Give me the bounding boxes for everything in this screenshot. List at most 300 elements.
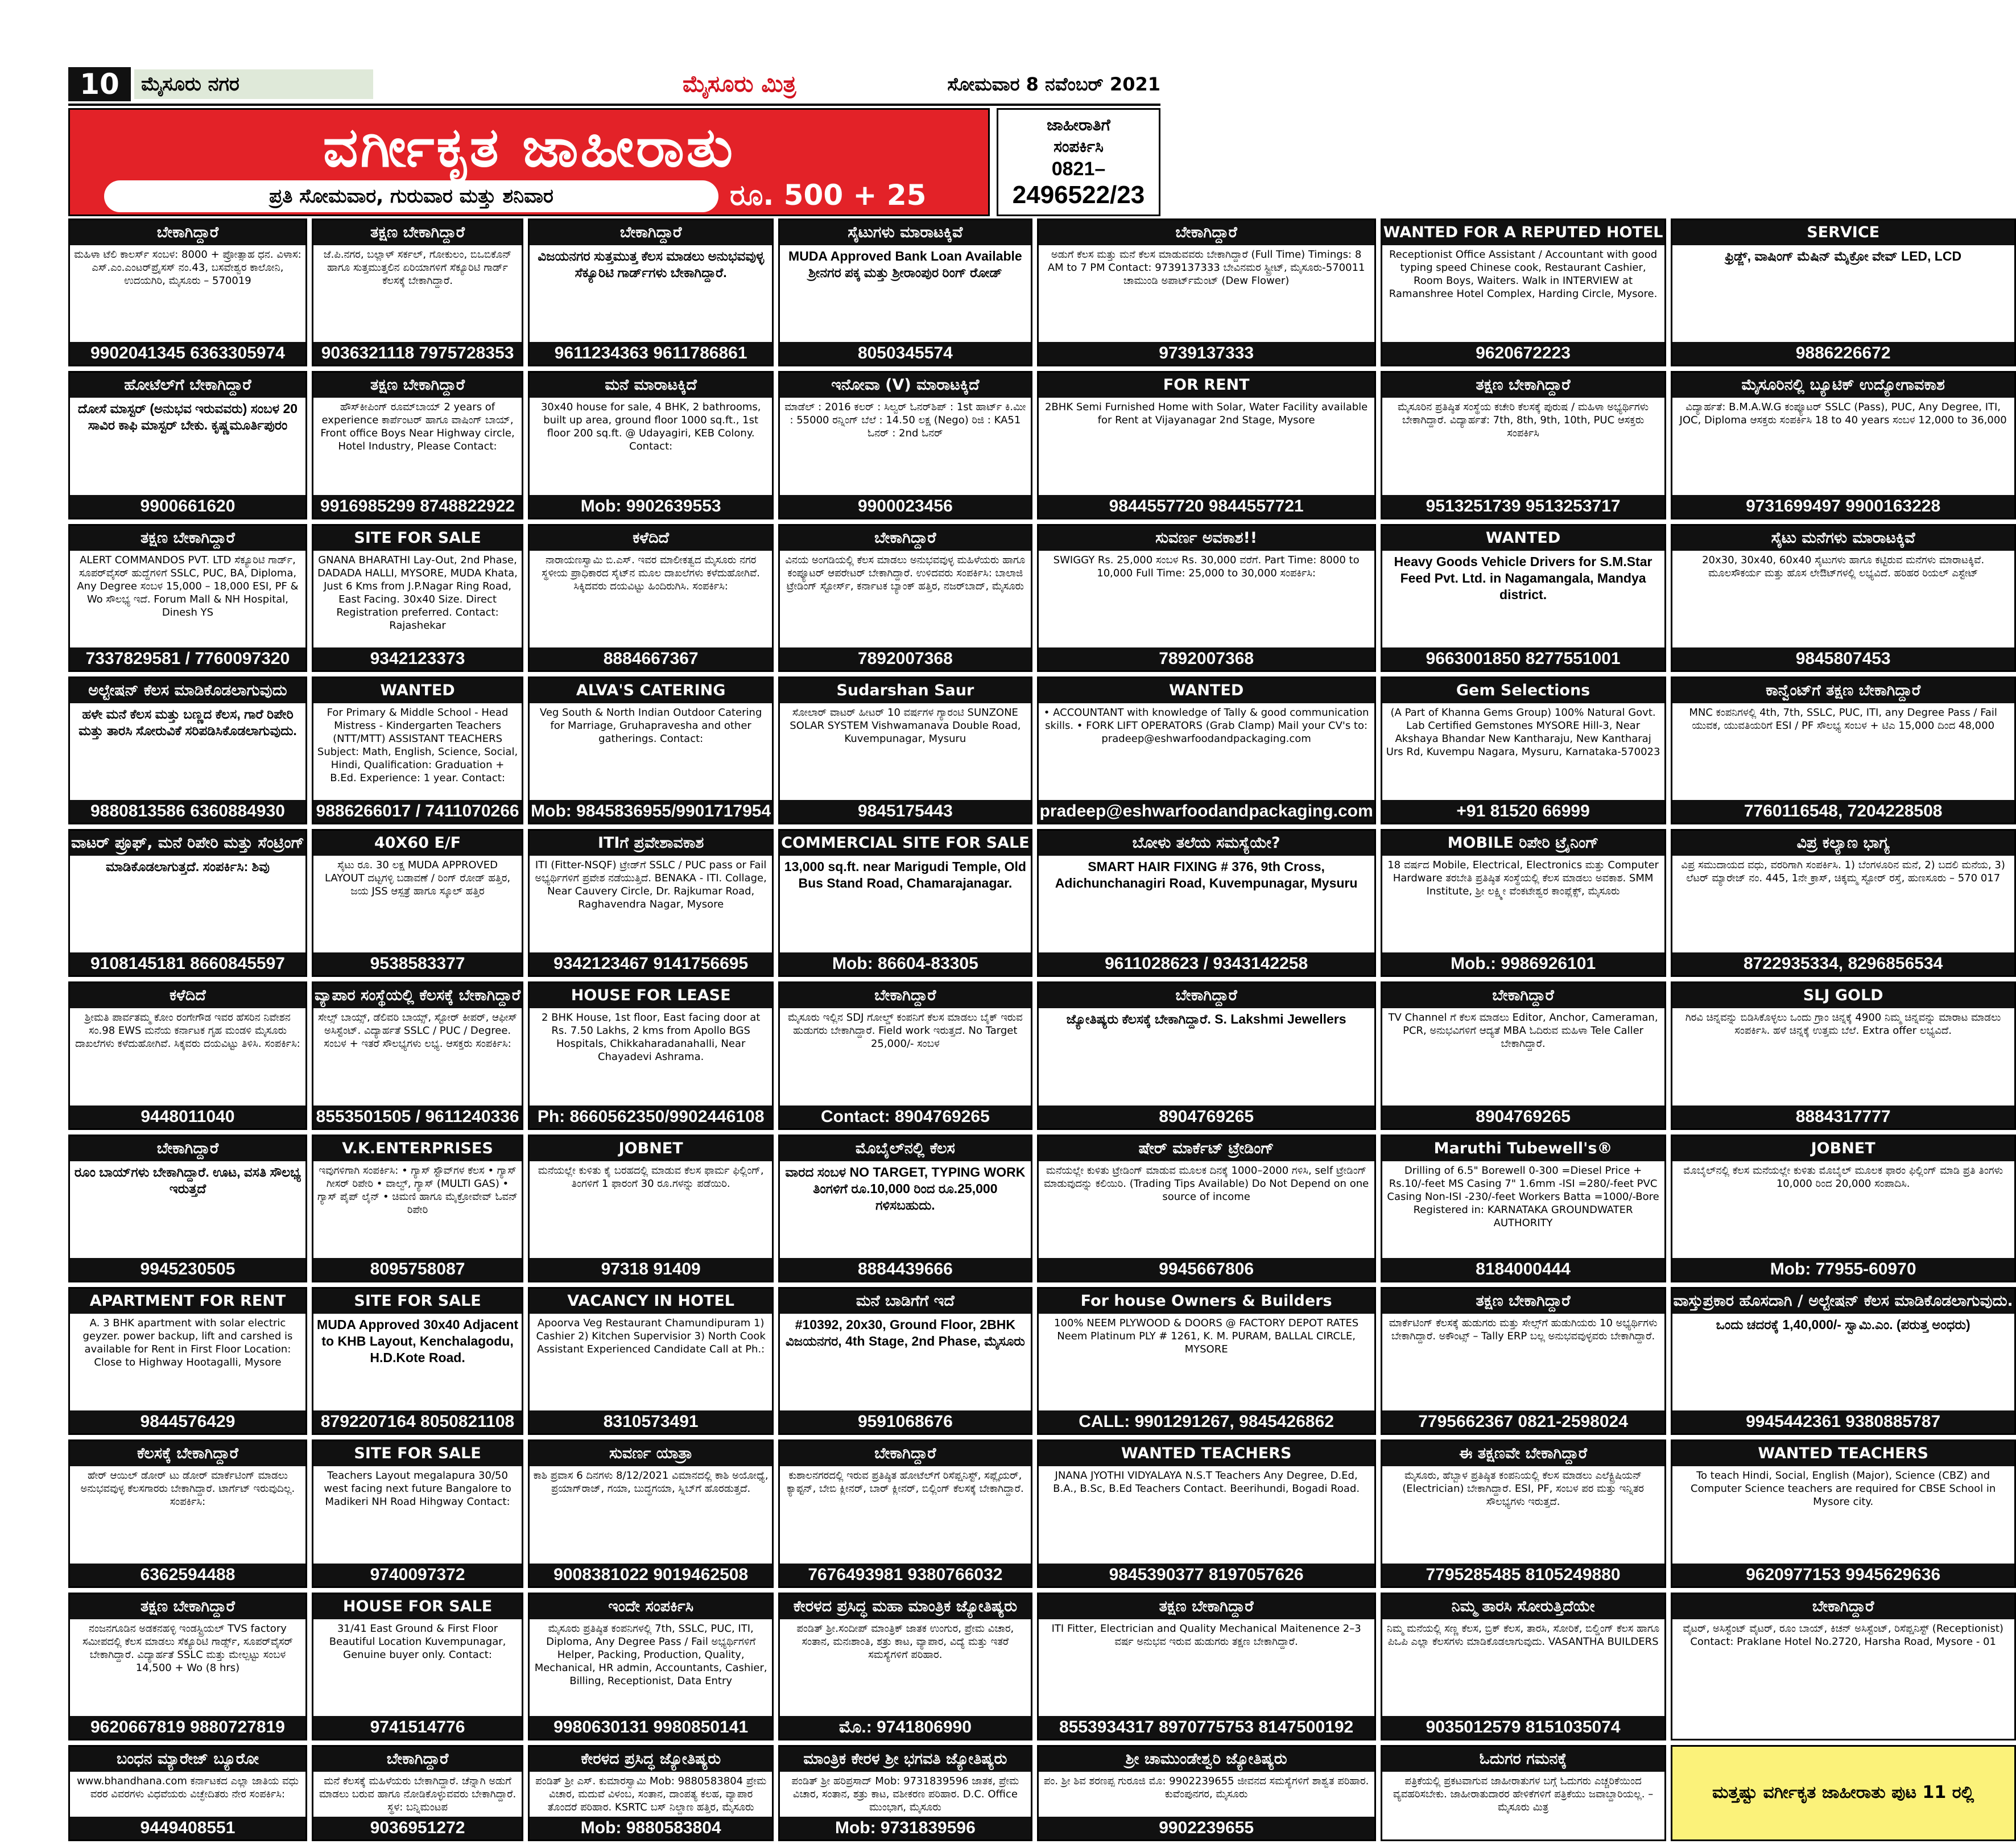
- classified-ad: [1671, 676, 2016, 824]
- ad-body: 100% NEEM PLYWOOD & DOORS @ FACTORY DEPOT RATES Neem Platinum PLY # 1261, K. M. PURAM, BALLAL CIRCLE, MYSORE: [1054, 1317, 1359, 1356]
- ad-heading: ALVA'S CATERING: [530, 678, 772, 703]
- classified-ad: [528, 1439, 774, 1587]
- ad-phone: CALL: 9901291267, 9845426862: [1039, 1410, 1374, 1433]
- classified-ad: [68, 218, 307, 366]
- ad-body: www.bhandhana.com ಕರ್ನಾಟಕದ ಎಲ್ಲಾ ಜಾತಿಯ ವಧು ವರರ ವಿವರಗಳು ವಿಧವೆಯರು ವಿಚ್ಛೇದಿತರು ನೇರ ಸಂಪರ್ಕಿಸಿ:: [76, 1775, 299, 1800]
- classified-ad: [528, 676, 774, 824]
- ad-body: (A Part of Khanna Gems Group) 100% Natural Govt. Lab Certified Gemstones MYSORE Hill-3, Near Akshaya Bhandar New Kantharaju, New Kantharaj Urs Rd, Kuvempu Nagara, Mysuru, Karnataka-570023: [1386, 706, 1660, 758]
- ad-body: 20x30, 30x40, 60x40 ಸೈಟುಗಳು ಹಾಗೂ ಕಟ್ಟಿರುವ ಮನೆಗಳು ಮಾರಾಟಕ್ಕಿವೆ. ಮೂಲಸೌಕರ್ಯ ಮತ್ತು ಹೊಸ ಲೇಔಟ್‌ಗಳಲ್ಲಿ ಲಭ್ಯವಿದೆ. ಹರಿಹರ ರಿಯಲ್ ಎಸ್ಟೇಟ್: [1702, 554, 1985, 579]
- classified-ad: [528, 1593, 774, 1740]
- ad-phone: 8792207164 8050821108: [313, 1410, 522, 1433]
- ad-body: ಹೇರ್ ಆಯಿಲ್ ಡೋರ್ ಟು ಡೋರ್ ಮಾರ್ಕೆಟಿಂಗ್ ಮಾಡಲು ಅನುಭವವುಳ್ಳ ಕೆಲಸಗಾರರು ಬೇಕಾಗಿದ್ದಾರೆ. ಟಾರ್ಗೆಟ್ ಇರುವುದಿಲ್ಲ. ಸಂಪರ್ಕಿಸಿ:: [80, 1470, 295, 1508]
- ad-phone: 8095758087: [313, 1258, 522, 1281]
- ad-heading: ಓದುಗರ ಗಮನಕ್ಕೆ: [1382, 1747, 1664, 1772]
- ad-heading: ವಿಪ್ರ ಕಲ್ಯಾಣ ಭಾಗ್ಯ: [1672, 831, 2014, 856]
- ad-heading: ಬೇಕಾಗಿದ್ದಾರೆ: [530, 220, 772, 245]
- classified-ad: [312, 829, 523, 977]
- ad-phone: 9845175443: [780, 800, 1030, 823]
- ad-body: ಮಹಿಳಾ ಟೆಲಿ ಕಾಲರ್ಸ್ ಸಂಬಳ: 8000 + ಪ್ರೋತ್ಸಾಹ ಧನ. ವಿಳಾಸ: ಎಸ್.ಎಂ.ಎಂಟರ್‌ಪ್ರೈಸಸ್ ನಂ.43, ಬಸವೇಶ್ವರ ಕಾಲೋನಿ, ಉದಯಗಿರಿ, ಮೈಸೂರು – 570019: [74, 249, 301, 287]
- ad-body: ವಿನಯ ಅಂಗಡಿಯಲ್ಲಿ ಕೆಲಸ ಮಾಡಲು ಅನುಭವವುಳ್ಳ ಮಹಿಳೆಯರು ಹಾಗೂ ಕಂಪ್ಯೂಟರ್ ಆಪರೇಟರ್ ಬೇಕಾಗಿದ್ದಾರೆ. ಉಳಿದವರು ಸಂಪರ್ಕಿಸಿ: ಬಾಲಾಜಿ ಟ್ರೇಡಿಂಗ್ ಸ್ಟೋರ್ಸ್, ಕರ್ನಾಟಕ ಬ್ಯಾಂಕ್ ಹತ್ತಿರ, ನಜರ್‌ಬಾದ್, ಮೈಸೂರು: [785, 554, 1026, 592]
- ad-phone: 9845807453: [1672, 647, 2014, 670]
- ad-body: ವಿದ್ಯಾರ್ಹತೆ: B.M.A.W.G ಕಂಪ್ಯೂಟರ್ SSLC (Pass), PUC, Any Degree, ITI, JOC, Diploma ಆಸಕ್ತರು ಸಂಪರ್ಕಿಸಿ 18 to 40 years ಸಂಬಳ 12,000 to 36,000: [1679, 401, 2007, 427]
- ad-heading: ವಾಸ್ತುಪ್ರಕಾರ ಹೊಸದಾಗಿ / ಅಲ್ಟೇಷನ್ ಕೆಲಸ ಮಾಡಿಕೊಡಲಾಗುವುದು.: [1672, 1289, 2014, 1314]
- section-label: ಮೈಸೂರು ನಗರ: [134, 69, 373, 99]
- ad-phone: 9900661620: [70, 495, 305, 518]
- ad-body: Apoorva Veg Restaurant Chamundipuram 1) Cashier 2) Kitchen Supervisior 3) North Cook Assistant Experienced Candidate Call at Ph.:: [536, 1317, 766, 1356]
- ad-body: ಮೈಸೂರಿನ ಪ್ರತಿಷ್ಠಿತ ಸಂಸ್ಥೆಯ ಕಚೇರಿ ಕೆಲಸಕ್ಕೆ ಪುರುಷ / ಮಹಿಳಾ ಅಭ್ಯರ್ಥಿಗಳು ಬೇಕಾಗಿದ್ದಾರೆ. ವಿದ್ಯಾರ್ಹತೆ: 7th, 8th, 9th, 10th, PUC ಆಸಕ್ತರು ಸಂಪರ್ಕಿಸಿ: [1398, 401, 1649, 440]
- ad-body: JNANA JYOTHI VIDYALAYA N.S.T Teachers Any Degree, D.Ed, B.A., B.Sc, B.Ed Teachers Contact. Beerihundi, Bogadi Road.: [1053, 1470, 1360, 1495]
- classified-ad: [1671, 218, 2016, 366]
- ad-heading: WANTED FOR A REPUTED HOTEL: [1382, 220, 1664, 245]
- ad-body: ಮೊಬೈಲ್‌ನಲ್ಲಿ ಕೆಲಸ ಮನೆಯಲ್ಲೇ ಕುಳಿತು ಮೊಬೈಲ್ ಮೂಲಕ ಫಾರಂ ಫಿಲ್ಲಿಂಗ್ ಮಾಡಿ ಪ್ರತಿ ತಿಂಗಳು 10,000 ರಿಂದ 20,000 ಸಂಪಾದಿಸಿ.: [1683, 1164, 2003, 1190]
- ad-heading: ಷೇರ್ ಮಾರ್ಕೆಟ್ ಟ್ರೇಡಿಂಗ್: [1039, 1136, 1374, 1161]
- classified-ad: [1037, 1439, 1376, 1587]
- ad-heading: ತಕ್ಷಣ ಬೇಕಾಗಿದ್ದಾರೆ: [1039, 1594, 1374, 1619]
- ad-phone: 9663001850 8277551001: [1382, 647, 1664, 670]
- ad-body: ರೂಂ ಬಾಯ್‌ಗಳು ಬೇಕಾಗಿದ್ದಾರೆ. ಊಟ, ವಸತಿ ಸೌಲಭ್ಯ ಇರುತ್ತದೆ: [74, 1164, 301, 1196]
- ad-heading: ಕೇರಳದ ಪ್ರಸಿದ್ಧ ಮಹಾ ಮಾಂತ್ರಿಕ ಜ್ಯೋತಿಷ್ಯರು: [780, 1594, 1030, 1619]
- classified-ad: [312, 1439, 523, 1587]
- classified-ad: [1381, 1593, 1666, 1740]
- classified-ad: [312, 1287, 523, 1435]
- ad-phone: Mob: 86604-83305: [780, 952, 1030, 975]
- ad-heading: ವಾಟರ್ ಪ್ರೂಫ್, ಮನೆ ರಿಪೇರಿ ಮತ್ತು ಸೆಂಟ್ರಿಂಗ್: [70, 831, 305, 856]
- ad-heading: ಬೇಕಾಗಿದ್ದಾರೆ: [70, 1136, 305, 1161]
- ad-heading: ಬೇಕಾಗಿದ್ದಾರೆ: [313, 1747, 522, 1772]
- classified-ad: [312, 524, 523, 672]
- ad-heading: ಬೋಳು ತಲೆಯ ಸಮಸ್ಯೆಯೇ?: [1039, 831, 1374, 856]
- ad-phone: 9620667819 9880727819: [70, 1716, 305, 1739]
- classified-ad: [312, 218, 523, 366]
- classified-ad: [1037, 1593, 1376, 1740]
- classified-ad: [68, 371, 307, 519]
- ad-phone: 9845390377 8197057626: [1039, 1564, 1374, 1586]
- classified-ad: [528, 1745, 774, 1841]
- ad-phone: 6362594488: [70, 1564, 305, 1586]
- ad-body: Receptionist Office Assistant / Accountant with good typing speed Chinese cook, Restaurant Cashier, Room Boys, Waiters. Walk in INTERVIEW at Ramanshree Hotel Complex, Harding Circle, Mysore.: [1389, 249, 1658, 300]
- ad-body: ಪತ್ರಿಕೆಯಲ್ಲಿ ಪ್ರಕಟವಾಗುವ ಜಾಹೀರಾತುಗಳ ಬಗ್ಗೆ ಓದುಗರು ಎಚ್ಚರಿಕೆಯಿಂದ ವ್ಯವಹರಿಸಬೇಕು. ಜಾಹೀರಾತುದಾರರ ಹೇಳಿಕೆಗಳಿಗೆ ಪತ್ರಿಕೆಯು ಜವಾಬ್ದಾರಿಯಲ್ಲ. – ಮೈಸೂರು ಮಿತ್ರ: [1393, 1775, 1654, 1813]
- ad-heading: ಮನೆ ಬಾಡಿಗೆಗೆ ಇದೆ: [780, 1289, 1030, 1314]
- ad-body: ಮೈಸೂರು ಇಲ್ಲಿನ SDJ ಗೋಲ್ಡ್ ಕಂಪನಿಗೆ ಕೆಲಸ ಮಾಡಲು ಬೈಕ್ ಇರುವ ಹುಡುಗರು ಬೇಕಾಗಿದ್ದಾರೆ. Field work ಇರುತ್ತದೆ. No Target 25,000/- ಸಂಬಳ: [788, 1012, 1023, 1050]
- ad-heading: ಹೋಟೆಲ್‌ಗೆ ಬೇಕಾಗಿದ್ದಾರೆ: [70, 373, 305, 398]
- ad-body: ಜೆ.ಪಿ.ನಗರ, ಬಲ್ಲಾಳ್ ಸರ್ಕಲ್, ಗೋಕುಲಂ, ಬಿಒಬಿಕೊನ್ ಹಾಗೂ ಸುತ್ತಮುತ್ತಲಿನ ಏರಿಯಾಗಳಿಗೆ ಸೆಕ್ಯೂರಿಟಿ ಗಾರ್ಡ್ ಕೆಲಸಕ್ಕೆ ಬೇಕಾಗಿದ್ದಾರೆ.: [323, 249, 512, 287]
- dateline: ಸೋಮವಾರ 8 ನವೆಂಬರ್ 2021: [947, 73, 1160, 95]
- ad-body: ವೈಟರ್, ಅಸಿಸ್ಟೆಂಟ್ ವೈಟರ್, ರೂಂ ಬಾಯ್, ಕಿಚನ್ ಅಸಿಸ್ಟೆಂಟ್, ರಿಸೆಪ್ಷನಿಸ್ಟ್ (Receptionist) Contact: Praklane Hotel No.2720, Harsha Road, Mysore - 01: [1683, 1622, 2003, 1648]
- ad-heading: ತಕ್ಷಣ ಬೇಕಾಗಿದ್ದಾರೆ: [70, 526, 305, 551]
- ad-heading: ಬೇಕಾಗಿದ್ದಾರೆ: [780, 1441, 1030, 1466]
- classified-ad: [1671, 981, 2016, 1129]
- ad-phone: 8884439666: [780, 1258, 1030, 1281]
- ad-body: ಕುಶಾಲನಗರದಲ್ಲಿ ಇರುವ ಪ್ರತಿಷ್ಠಿತ ಹೋಟೆಲ್‌ಗೆ ರಿಸೆಪ್ಷನಿಸ್ಟ್, ಸಪ್ಲೈಯರ್, ಕ್ಯಾಪ್ಟನ್, ಬೇಬಿ ಕ್ಲೀನರ್, ಬಾರ್ ಕ್ಲೀನರ್, ಬಿಲ್ಲಿಂಗ್ ಕೆಲಸಕ್ಕೆ ಬೇಕಾಗಿದ್ದಾರೆ.: [787, 1470, 1024, 1495]
- ad-body: ಮತ್ತಷ್ಟು ವರ್ಗೀಕೃತ ಜಾಹೀರಾತು ಪುಟ 11 ರಲ್ಲಿ: [1712, 1783, 1974, 1803]
- ad-heading: SITE FOR SALE: [313, 1441, 522, 1466]
- ad-body: ಸೈಟು ರೂ. 30 ಲಕ್ಷ MUDA APPROVED LAYOUT ದಟ್ಟಗಳ್ಳಿ ಬಡಾವಣೆ / ರಿಂಗ್ ರೋಡ್ ಹತ್ತಿರ, ಜಯ JSS ಆಸ್ಪತ್ರೆ ಹಾಗೂ ಸ್ಕೂಲ್ ಹತ್ತಿರ: [324, 859, 511, 898]
- ad-heading: Sudarshan Saur: [780, 678, 1030, 703]
- banner-contact-box: [997, 108, 1160, 216]
- ad-heading: ವ್ಯಾಪಾರ ಸಂಸ್ಥೆಯಲ್ಲಿ ಕೆಲಸಕ್ಕೆ ಬೇಕಾಗಿದ್ದಾರೆ: [313, 983, 522, 1008]
- ad-phone: 9731699497 9900163228: [1672, 495, 2014, 518]
- ads-grid: [68, 218, 2013, 1841]
- ad-body: Teachers Layout megalapura 30/50 west facing next future Bangalore to Madikeri NH Road Hihgway Contact:: [324, 1470, 511, 1508]
- classifieds-banner: [68, 108, 990, 216]
- classified-ad: [1381, 524, 1666, 672]
- ad-phone: 9035012579 8151035074: [1382, 1716, 1664, 1739]
- ad-heading: HOUSE FOR SALE: [313, 1594, 522, 1619]
- ad-body: ಮನೆ ಕೆಲಸಕ್ಕೆ ಮಹಿಳೆಯರು ಬೇಕಾಗಿದ್ದಾರೆ. ಚೆನ್ನಾಗಿ ಅಡುಗೆ ಮಾಡಲು ಬರುವ ಹಾಗೂ ನೋಡಿಕೊಳ್ಳುವವರು ಬೇಕಾಗಿದ್ದಾರೆ. ಸ್ಥಳ: ಬನ್ನಿಮಂಟಪ: [319, 1775, 517, 1813]
- ad-phone: 9449408551: [70, 1817, 305, 1839]
- ad-body: ನಿಮ್ಮ ಮನೆಯಲ್ಲಿ ಸಣ್ಣ ಕೆಲಸ, ಬ್ರಿಕ್ ಕೆಲಸ, ತಾರಸಿ, ಸೋರಿಕೆ, ಬಿಲ್ಡಿಂಗ್ ಕೆಲಸ ಹಾಗೂ ಪಿಒಪಿ ಎಲ್ಲಾ ಕೆಲಸಗಳು ಮಾಡಿಕೊಡಲಾಗುವುದು. VASANTHA BUILDERS: [1386, 1622, 1660, 1648]
- classified-ad: [1671, 371, 2016, 519]
- ad-heading: HOUSE FOR LEASE: [530, 983, 772, 1008]
- ad-phone: 9740097372: [313, 1564, 522, 1586]
- ad-body: ಅಡುಗೆ ಕೆಲಸ ಮತ್ತು ಮನೆ ಕೆಲಸ ಮಾಡುವವರು ಬೇಕಾಗಿದ್ದಾರೆ (Full Time) Timings: 8 AM to 7 PM Contact: 9739137333 ಬೇವಿನಮರ ಸ್ಟ್ರೀಟ್, ಮೈಸೂರು-570011 ಚಾಮುಂಡಿ ಅಪಾರ್ಟ್‌ಮೆಂಟ್ (Dew Flower): [1047, 249, 1365, 287]
- classified-ad: [528, 524, 774, 672]
- ad-phone: 9620672223: [1382, 342, 1664, 365]
- ad-phone: 8310573491: [530, 1410, 772, 1433]
- ad-phone: 9741514776: [313, 1716, 522, 1739]
- ad-phone: Mob: 77955-60970: [1672, 1258, 2014, 1281]
- ad-phone: 8884667367: [530, 647, 772, 670]
- ad-heading: APARTMENT FOR RENT: [70, 1289, 305, 1314]
- ad-heading: ಸೈಟು ಮನೆಗಳು ಮಾರಾಟಕ್ಕಿವೆ: [1672, 526, 2014, 551]
- ad-body: ಮನೆಯಲ್ಲೇ ಕುಳಿತು ಟ್ರೇಡಿಂಗ್ ಮಾಡುವ ಮೂಲಕ ದಿನಕ್ಕೆ 1000–2000 ಗಳಿಸಿ, self ಟ್ರೇಡಿಂಗ್ ಮಾಡುವುದನ್ನು ಕಲಿಯಿರಿ. (Trading Tips Available) Do Not Depend on one source of income: [1044, 1164, 1369, 1203]
- classified-ad: [528, 371, 774, 519]
- ad-body: ಹೌಸ್‌ಕೀಪಿಂಗ್ ರೂಮ್‌ಬಾಯ್ 2 years of experience ಕಾರ್ಪೆಂಟರ್ ಹಾಗೂ ವಾಷಿಂಗ್ ಬಾಯ್, Front office Boys Near Highway circle, Hotel Industry, Please Contact:: [320, 401, 515, 453]
- ad-body: ಫ್ರಿಡ್ಜ್, ವಾಷಿಂಗ್ ಮೆಷಿನ್ ಮೈಕ್ರೋ ವೇವ್ LED, LCD: [1725, 249, 1962, 263]
- classified-ad: [1381, 371, 1666, 519]
- ad-heading: ಕೆಲಸಕ್ಕೆ ಬೇಕಾಗಿದ್ದಾರೆ: [70, 1441, 305, 1466]
- classified-ad: [68, 1135, 307, 1282]
- ad-body: ಮಾಡಿಕೊಡಲಾಗುತ್ತದೆ. ಸಂಪರ್ಕಿಸಿ: ಶಿವು: [105, 859, 270, 874]
- classified-ad: [1037, 829, 1376, 977]
- ad-phone: Mob: 9902639553: [530, 495, 772, 518]
- ad-heading: JOBNET: [1672, 1136, 2014, 1161]
- ad-heading: ಸುವರ್ಣ ಅವಕಾಶ!!: [1039, 526, 1374, 551]
- ad-body: 2BHK Semi Furnished Home with Solar, Water Facility available for Rent at Vijayanagar 2nd Stage, Mysore: [1044, 401, 1368, 427]
- ad-body: ITI Fitter, Electrician and Quality Mechanical Maitenence 2–3 ವರ್ಷ ಅನುಭವ ಇರುವ ಹುಡುಗರು ತಕ್ಷಣ ಬೇಕಾಗಿದ್ದಾರೆ.: [1051, 1622, 1361, 1648]
- classified-ad: [778, 1745, 1032, 1841]
- ad-heading: ಶ್ರೀ ಚಾಮುಂಡೇಶ್ವರಿ ಜ್ಯೋತಿಷ್ಯರು: [1039, 1747, 1374, 1772]
- ad-phone: 8184000444: [1382, 1258, 1664, 1281]
- ad-phone: 9916985299 8748822922: [313, 495, 522, 518]
- page-header: [68, 67, 1160, 101]
- ad-heading: ಬೇಕಾಗಿದ್ದಾರೆ: [1039, 220, 1374, 245]
- ad-heading: ಇನೋವಾ (V) ಮಾರಾಟಕ್ಕಿದೆ: [780, 373, 1030, 398]
- classified-ad: [1381, 981, 1666, 1129]
- ad-heading: COMMERCIAL SITE FOR SALE: [780, 831, 1030, 856]
- ad-phone: Ph: 8660562350/9902446108: [530, 1106, 772, 1128]
- ad-body: • ACCOUNTANT with knowledge of Tally & good communication skills. • FORK LIFT OPERATORS (Grab Clamp) Mail your CV's to: pradeep@eshwarfoodandpackaging.com: [1043, 706, 1369, 745]
- ad-heading: ತಕ್ಷಣ ಬೇಕಾಗಿದ್ದಾರೆ: [70, 1594, 305, 1619]
- ad-phone: Mob: 9845836955/9901717954: [530, 800, 772, 823]
- ad-heading: WANTED: [1382, 526, 1664, 551]
- ad-heading: 40X60 E/F: [313, 831, 522, 856]
- ad-phone: 97318 91409: [530, 1258, 772, 1281]
- classified-ad: [68, 829, 307, 977]
- ad-body: TV Channel ಗೆ ಕೆಲಸ ಮಾಡಲು Editor, Anchor, Cameraman, PCR, ಅನುಭವಿಗಳಿಗೆ ಆದ್ಯತೆ MBA ಓದಿರುವ ಮಹಿಳಾ Tele Caller ಬೇಕಾಗಿದ್ದಾರೆ.: [1388, 1012, 1658, 1050]
- classified-ad: [1037, 1745, 1376, 1841]
- ad-heading: ಮೈಸೂರಿನಲ್ಲಿ ಬ್ಯೂಟಿಕ್ ಉದ್ಯೋಗಾವಕಾಶ: [1672, 373, 2014, 398]
- contact-phone: 2496522/23: [1012, 181, 1145, 209]
- classified-ad: [778, 1135, 1032, 1282]
- classified-ad: [1381, 1439, 1666, 1587]
- ad-heading: ಇಂದೇ ಸಂಪರ್ಕಿಸಿ: [530, 1594, 772, 1619]
- ad-heading: For house Owners & Builders: [1039, 1289, 1374, 1314]
- classified-ad: [778, 829, 1032, 977]
- ad-heading: ಬೇಕಾಗಿದ್ದಾರೆ: [780, 526, 1030, 551]
- classified-ad: [778, 1593, 1032, 1740]
- ad-phone: 9844557720 9844557721: [1039, 495, 1374, 518]
- ad-body: ಪಂಡಿತ್ ಶ್ರೀ ಎಸ್. ಕುಮಾರಸ್ವಾಮಿ Mob: 9880583804 ಪ್ರೇಮ ವಿಚಾರ, ಮದುವೆ ವಿಳಂಬ, ಸಂತಾನ, ದಾಂಪತ್ಯ ಕಲಹ, ವ್ಯಾಪಾರ ತೊಂದರೆ ಪರಿಹಾರ. KSRTC ಬಸ್ ನಿಲ್ದಾಣ ಹತ್ತಿರ, ಮೈಸೂರು: [535, 1775, 767, 1813]
- ad-heading: ತಕ್ಷಣ ಬೇಕಾಗಿದ್ದಾರೆ: [1382, 373, 1664, 398]
- ad-heading: WANTED: [1039, 678, 1374, 703]
- classified-ad: [778, 218, 1032, 366]
- ad-body: To teach Hindi, Social, English (Major), Science (CBZ) and Computer Science teachers are required for CBSE School in Mysore city.: [1691, 1470, 1996, 1508]
- contact-label: ಜಾಹೀರಾತಿಗೆ: [1047, 116, 1110, 134]
- classified-ad: [68, 1745, 307, 1841]
- ad-heading: VACANCY IN HOTEL: [530, 1289, 772, 1314]
- ad-phone: 8884317777: [1672, 1106, 2014, 1128]
- ad-body: GNANA BHARATHI Lay-Out, 2nd Phase, DADADA HALLI, MYSORE, MUDA Khata, Just 6 Kms from J.P.Nagar Ring Road, East Facing. 30x40 Size. Direct Registration preferred. Contact: Rajashekar: [317, 554, 518, 632]
- ad-phone: +91 81520 66999: [1382, 800, 1664, 823]
- ad-heading: ಮೊಬೈಲ್‌ನಲ್ಲಿ ಕೆಲಸ: [780, 1136, 1030, 1161]
- ad-heading: SERVICE: [1672, 220, 2014, 245]
- ad-phone: 7795662367 0821-2598024: [1382, 1410, 1664, 1433]
- ad-body: ಸೇಲ್ಸ್ ಬಾಯ್ಸ್, ಡೆಲಿವರಿ ಬಾಯ್ಸ್, ಸ್ಟೋರ್ ಕೀಪರ್, ಆಫೀಸ್ ಅಸಿಸ್ಟೆಂಟ್. ವಿದ್ಯಾರ್ಹತೆ SSLC / PUC / Degree. ಸಂಬಳ + ಇತರೆ ಸೌಲಭ್ಯಗಳು ಲಭ್ಯ. ಆಸಕ್ತರು ಸಂಪರ್ಕಿಸಿ:: [318, 1012, 518, 1050]
- classified-ad: [778, 371, 1032, 519]
- banner-price: ರೂ. 500 + 25: [730, 179, 927, 212]
- ad-phone: 9108145181 8660845597: [70, 952, 305, 975]
- ad-body: SWIGGY Rs. 25,000 ಸಂಬಳ Rs. 30,000 ವರೆಗೆ. Part Time: 8000 to 10,000 Full Time: 25,000 to 30,000 ಸಂಪರ್ಕಿಸಿ:: [1053, 554, 1360, 579]
- ad-heading: SITE FOR SALE: [313, 526, 522, 551]
- classified-ad: [68, 524, 307, 672]
- classified-ad: [528, 981, 774, 1129]
- ad-body: Drilling of 6.5" Borewell 0-300 =Diesel Price + Rs.10/-feet MS Casing 7" 1.6mm -ISI =280/-feet PVC Casing Non-ISI -230/-feet Workers Batta =1000/-Bore Registered in: KARNATAKA GROUNDWATER AUTHORITY: [1387, 1164, 1659, 1229]
- ad-phone: 9900023456: [780, 495, 1030, 518]
- ad-phone: 9008381022 9019462508: [530, 1564, 772, 1586]
- ad-heading: WANTED: [313, 678, 522, 703]
- classified-ad: [1381, 676, 1666, 824]
- classified-ad: [1671, 1439, 2016, 1587]
- ad-body: ALERT COMMANDOS PVT. LTD ಸೆಕ್ಯೂರಿಟಿ ಗಾರ್ಡ್, ಸೂಪರ್‌ವೈಸರ್ ಹುದ್ದೆಗಳಿಗೆ SSLC, PUC, BA, Diploma, Any Degree ಸಂಬಳ 15,000 – 18,000 ESI, PF & Wo ಸೌಲಭ್ಯ ಇದೆ. Forum Mall & NH Hospital, Dinesh YS: [77, 554, 299, 618]
- banner-days: ಪ್ರತಿ ಸೋಮವಾರ, ಗುರುವಾರ ಮತ್ತು ಶನಿವಾರ: [104, 180, 718, 212]
- ad-body: ಮಾಡೆಲ್ : 2016 ಕಲರ್ : ಸಿಲ್ವರ್ ಓನರ್‌ಶಿಪ್ : 1st ಹಾರ್ಟ್ ಕಿ.ಮೀ : 55000 ರನ್ನಿಂಗ್ ಬೆಲೆ : 14.50 ಲಕ್ಷ (Nego) ರಿಜಿ : KA51 ಓನರ್ : 2nd ಓನರ್: [784, 401, 1026, 440]
- classified-ad: [312, 1135, 523, 1282]
- classified-ad: [1381, 1287, 1666, 1435]
- contact-code: 0821–: [1051, 158, 1106, 180]
- ad-heading: ತಕ್ಷಣ ಬೇಕಾಗಿದ್ದಾರೆ: [313, 373, 522, 398]
- classified-ad: [68, 1439, 307, 1587]
- ad-phone: 9980630131 9980850141: [530, 1716, 772, 1739]
- ad-phone: Mob: 9731839596: [780, 1817, 1030, 1839]
- ad-phone: 9036951272: [313, 1817, 522, 1839]
- ad-heading: Gem Selections: [1382, 678, 1664, 703]
- classified-ad: [68, 981, 307, 1129]
- ad-heading: Maruthi Tubewell's®: [1382, 1136, 1664, 1161]
- ad-body: ನಾರಾಯಣಸ್ವಾಮಿ ಬಿ.ಎಸ್. ಇವರ ಮಾಲೀಕತ್ವದ ಮೈಸೂರು ನಗರ ಸ್ಥಳೀಯ ಪ್ರಾಧಿಕಾರದ ಸೈಟ್‌ನ ಮೂಲ ದಾಖಲೆಗಳು ಕಳೆದುಹೋಗಿವೆ. ಸಿಕ್ಕಿದವರು ದಯವಿಟ್ಟು ಹಿಂದಿರುಗಿಸಿ. ಸಂಪರ್ಕಿಸಿ:: [542, 554, 761, 592]
- ad-body: ಒಂದು ಚದರಕ್ಕೆ 1,40,000/- ಸ್ವಾಮಿ.ಎಂ. (ಪರುತ್ತ ಅಂಧರು): [1716, 1317, 1970, 1333]
- ad-phone: pradeep@eshwarfoodandpackaging.com: [1039, 800, 1374, 823]
- ad-heading: JOBNET: [530, 1136, 772, 1161]
- ad-heading: ಕೇರಳದ ಪ್ರಸಿದ್ಧ ಜ್ಯೋತಿಷ್ಯರು: [530, 1747, 772, 1772]
- ad-heading: WANTED TEACHERS: [1039, 1441, 1374, 1466]
- ad-heading: ತಕ್ಷಣ ಬೇಕಾಗಿದ್ದಾರೆ: [313, 220, 522, 245]
- ad-phone: 9844576429: [70, 1410, 305, 1433]
- ad-body: 30x40 house for sale, 4 BHK, 2 bathrooms, built up area, ground floor 1000 sq.ft., 1st floor 200 sq.ft. @ Udayagiri, KEB Colony. Contact:: [540, 401, 761, 453]
- ad-phone: 9945442361 9380885787: [1672, 1410, 2014, 1433]
- ad-heading: ಕಾನ್ವೆಂಟ್‌ಗೆ ತಕ್ಷಣ ಬೇಕಾಗಿದ್ದಾರೆ: [1672, 678, 2014, 703]
- ad-heading: ಕಳೆದಿದೆ: [530, 526, 772, 551]
- classified-ad: [1037, 524, 1376, 672]
- ad-body: 18 ವರ್ಷದ Mobile, Electrical, Electronics ಮತ್ತು Computer Hardware ತರಬೇತಿ ಪ್ರತಿಷ್ಠಿತ ಸಂಸ್ಥೆಯಲ್ಲಿ ಕೆಲಸ ಮಾಡಲು ಅವಕಾಶ. SMM Institute, ಶ್ರೀ ಲಕ್ಷ್ಮೀ ವೆಂಕಟೇಶ್ವರ ಕಾಂಪ್ಲೆಕ್ಸ್, ಮೈಸೂರು: [1387, 859, 1659, 898]
- masthead-logo: ಮೈಸೂರು ಮಿತ್ರ: [683, 71, 796, 97]
- ad-heading: ಸುವರ್ಣ ಯಾತ್ರಾ: [530, 1441, 772, 1466]
- ad-phone: 7676493981 9380766032: [780, 1564, 1030, 1586]
- ad-phone: 8722935334, 8296856534: [1672, 952, 2014, 975]
- ad-body: ದೋಸೆ ಮಾಸ್ಟರ್ (ಅನುಭವ ಇರುವವರು) ಸಂಬಳ 20 ಸಾವಿರ ಕಾಫಿ ಮಾಸ್ಟರ್ ಬೇಕು. ಕೃಷ್ಣಮೂರ್ತಿಪುರಂ: [77, 401, 298, 433]
- classified-ad: [778, 676, 1032, 824]
- ad-body: ಪಂ. ಶ್ರೀ ಶಿವ ಶರಣಪ್ಪ ಗುರೂಜಿ ಮೊ: 9902239655 ಜೀವನದ ಸಮಸ್ಯೆಗಳಿಗೆ ಶಾಶ್ವತ ಪರಿಹಾರ. ಕುವೆಂಪುನಗರ, ಮೈಸೂರು: [1043, 1775, 1369, 1800]
- ad-heading: ನಿಮ್ಮ ತಾರಸಿ ಸೋರುತ್ತಿದೆಯೇ: [1382, 1594, 1664, 1619]
- ad-phone: 8553501505 / 9611240336: [313, 1106, 522, 1128]
- ad-phone: 9902239655: [1039, 1817, 1374, 1839]
- ad-phone: 9513251739 9513253717: [1382, 495, 1664, 518]
- classified-ad: [68, 1287, 307, 1435]
- classified-ad: [1037, 676, 1376, 824]
- classified-ad: [1037, 1135, 1376, 1282]
- ad-phone: 9880813586 6360884930: [70, 800, 305, 823]
- ad-heading: V.K.ENTERPRISES: [313, 1136, 522, 1161]
- ad-body: ಪಂಡಿತ್ ಶ್ರೀ.ಸಂದೀಪ್ ಮಾಂತ್ರಿಕ್ ಜಾತಕ ಉಂಗುರ, ಪ್ರೇಮ ವಿಚಾರ, ಸಂತಾನ, ಮನಃಶಾಂತಿ, ಶತ್ರು ಕಾಟ, ವ್ಯಾಪಾರ, ವಿದ್ಯೆ ಮತ್ತು ಇತರೆ ಸಮಸ್ಯೆಗಳಿಗೆ ಪರಿಹಾರ.: [796, 1622, 1014, 1661]
- ad-phone: 8904769265: [1382, 1106, 1664, 1128]
- classified-ad: [1037, 371, 1376, 519]
- classified-ad: [1037, 981, 1376, 1129]
- ad-body: ವಿಪ್ರ ಸಮುದಾಯದ ವಧು, ವರರಿಗಾಗಿ ಸಂಪರ್ಕಿಸಿ. 1) ಬೆಂಗಳೂರಿನ ಮನೆ, 2) ಬದಲಿ ಮನೆಯ, 3) ಲೆಟರ್ ಮ್ಯಾರೇಜ್ ನಂ. 445, 1ನೇ ಕ್ರಾಸ್, ಚಿಕ್ಕಮ್ಮ ಸ್ಟೋರ್ ರಸ್ತೆ, ಹುಣಸೂರು – 570 017: [1681, 859, 2005, 885]
- ad-heading: ಈ ತಕ್ಷಣವೇ ಬೇಕಾಗಿದ್ದಾರೆ: [1382, 1441, 1664, 1466]
- ad-body: Heavy Goods Vehicle Drivers for S.M.Star Feed Pvt. Ltd. in Nagamangala, Mandya district.: [1394, 554, 1653, 602]
- ad-body: A. 3 BHK apartment with solar electric geyzer. power backup, lift and carshed is available for Rent in First Floor Location: Close to Highway Hootagalli, Mysore: [82, 1317, 293, 1369]
- ad-heading: SITE FOR SALE: [313, 1289, 522, 1314]
- ad-heading: ಬೇಕಾಗಿದ್ದಾರೆ: [1672, 1594, 2014, 1619]
- ad-phone: 9739137333: [1039, 342, 1374, 365]
- ad-phone: 9945667806: [1039, 1258, 1374, 1281]
- ad-body: MUDA Approved Bank Loan Available ಶ್ರೀನಗರ ಪಕ್ಕ ಮತ್ತು ಶ್ರೀರಾಂಪುರ ರಿಂಗ್ ರೋಡ್: [788, 249, 1022, 280]
- ad-phone: 9611028623 / 9343142258: [1039, 952, 1374, 975]
- ad-body: For Primary & Middle School - Head Mistress - Kindergarten Teachers (NTT/MTT) ASSISTANT TEACHERS Subject: Math, English, Science, Social, Hindi, Qualification: Graduation + B.Ed. Experience: 1 year. Contact:: [317, 706, 518, 784]
- ad-body: ವಾರದ ಸಂಬಳ NO TARGET, TYPING WORK ತಿಂಗಳಿಗೆ ರೂ.10,000 ರಿಂದ ರೂ.25,000 ಗಳಿಸಬಹುದು.: [785, 1164, 1026, 1212]
- ad-body: #10392, 20x30, Ground Floor, 2BHK ವಿಜಯನಗರ, 4th Stage, 2nd Phase, ಮೈಸೂರು: [785, 1317, 1025, 1349]
- ad-heading: ಮಾಂತ್ರಿಕ ಕೇರಳ ಶ್ರೀ ಭಗವತಿ ಜ್ಯೋತಿಷ್ಯರು: [780, 1747, 1030, 1772]
- ad-heading: ITIಗೆ ಪ್ರವೇಶಾವಕಾಶ: [530, 831, 772, 856]
- classified-ad: [1037, 218, 1376, 366]
- ad-phone: 9611234363 9611786861: [530, 342, 772, 365]
- ad-body: ಇವುಗಳಿಗಾಗಿ ಸಂಪರ್ಕಿಸಿ: • ಗ್ಯಾಸ್ ಸ್ಟೌವ್‌ಗಳ ಕೆಲಸ • ಗ್ಯಾಸ್ ಗೀಸರ್ ರಿಪೇರಿ • ವಾಲ್ವ್, ಗ್ಯಾಸ್ (MULTI GAS) • ಗ್ಯಾಸ್ ಪೈಪ್ ಲೈನ್ • ಚಿಮಣಿ ಹಾಗೂ ಮೈಕ್ರೋವೇವ್ ಓವನ್ ರಿಪೇರಿ: [317, 1164, 518, 1216]
- ad-phone: Mob: 9880583804: [530, 1817, 772, 1839]
- ad-phone: 9902041345 6363305974: [70, 342, 305, 365]
- ad-body: ಜ್ಯೋತಿಷ್ಯರು ಕೆಲಸಕ್ಕೆ ಬೇಕಾಗಿದ್ದಾರೆ. S. Lakshmi Jewellers: [1066, 1012, 1346, 1027]
- ad-body: ಪಂಡಿತ್ ಶ್ರೀ ಹರಿಪ್ರಸಾದ್ Mob: 9731839596 ಜಾತಕ, ಪ್ರೇಮ ವಿಚಾರ, ಸಂತಾನ, ಶತ್ರು ಕಾಟ, ವಶೀಕರಣ ಪರಿಹಾರ. D.C. Office ಮುಂಭಾಗ, ಮೈಸೂರು: [791, 1775, 1019, 1813]
- ad-phone: 9620977153 9945629636: [1672, 1564, 2014, 1586]
- ad-body: ಮೈಸೂರು, ಹೆಬ್ಬಾಳ ಪ್ರತಿಷ್ಠಿತ ಕಂಪನಿಯಲ್ಲಿ ಕೆಲಸ ಮಾಡಲು ಎಲೆಕ್ಟ್ರಿಷಿಯನ್ (Electrician) ಬೇಕಾಗಿದ್ದಾರೆ. ESI, PF, ಸಂಬಳ ಪರ ಮತ್ತು ಇನ್ನಿತರ ಸೌಲಭ್ಯಗಳು ಇರುತ್ತದೆ.: [1402, 1470, 1644, 1508]
- ad-phone: 9591068676: [780, 1410, 1030, 1433]
- classified-ad: [312, 371, 523, 519]
- classified-ad: [528, 1135, 774, 1282]
- ad-heading: FOR RENT: [1039, 373, 1374, 398]
- ad-body: ಮನೆಯಲ್ಲೇ ಕುಳಿತು ಕೈ ಬರಹದಲ್ಲಿ ಮಾಡುವ ಕೆಲಸ ಫಾರ್ಮ ಫಿಲ್ಲಿಂಗ್, ತಿಂಗಳಿಗೆ 1 ಫಾರಂಗೆ 30 ರೂ.ಗಳನ್ನು ಪಡೆಯಿರಿ.: [538, 1164, 764, 1190]
- ad-phone: 8904769265: [1039, 1106, 1374, 1128]
- classified-ad: [312, 1593, 523, 1740]
- ad-phone: 7337829581 / 7760097320: [70, 647, 305, 670]
- ad-body: ಗಿರವಿ ಚಿನ್ನವನ್ನು ಬಿಡಿಸಿಕೊಳ್ಳಲು ಒಂದು ಗ್ರಾಂ ಚಿನ್ನಕ್ಕೆ 4900 ನಿಮ್ಮ ಚಿನ್ನವನ್ನು ಮಾರಾಟ ಮಾಡಲು ಸಂಪರ್ಕಿಸಿ. ಹಳೆ ಚಿನ್ನಕ್ಕೆ ಉತ್ತಮ ಬೆಲೆ. Extra offer ಲಭ್ಯವಿದೆ.: [1685, 1012, 2001, 1037]
- ad-body: ಮಾರ್ಕೆಟಿಂಗ್ ಕೆಲಸಕ್ಕೆ ಹುಡುಗರು ಮತ್ತು ಸೇಲ್ಸ್‌ಗೆ ಹುಡುಗಿಯರು 10 ಅಭ್ಯರ್ಥಿಗಳು ಬೇಕಾಗಿದ್ದಾರೆ. ಅಕೌಂಟ್ಸ್ – Tally ERP ಬಲ್ಲ ಅನುಭವವುಳ್ಳವರು ಬೇಕಾಗಿದ್ದಾರೆ.: [1389, 1317, 1658, 1343]
- ad-phone: 7795285485 8105249880: [1382, 1564, 1664, 1586]
- ad-body: ಸೋಲಾರ್ ವಾಟರ್ ಹೀಟರ್ 10 ವರ್ಷಗಳ ಗ್ಯಾರಂಟಿ SUNZONE SOLAR SYSTEM Vishwamanava Double Road, Kuvempunagar, Mysuru: [790, 706, 1021, 745]
- ad-body: ಶ್ರೀಮತಿ ಪಾರ್ವತಮ್ಮ ಕೋಂ ರಂಗೇಗೌಡ ಇವರ ಹೆಸರಿನ ನಿವೇಶನ ಸಂ.98 EWS ಮನೆಯ ಕರ್ನಾಟಕ ಗೃಹ ಮಂಡಳಿ ಮೈಸೂರು ದಾಖಲೆಗಳು ಕಳೆದುಹೋಗಿವೆ. ಸಿಕ್ಕವರು ದಯವಿಟ್ಟು ತಿಳಿಸಿ. ಸಂಪರ್ಕಿಸಿ:: [75, 1012, 300, 1050]
- classified-ad: [1671, 829, 2016, 977]
- ad-body: MNC ಕಂಪನಿಗಳಲ್ಲಿ 4th, 7th, SSLC, PUC, ITI, any Degree Pass / Fail ಯುವಕ, ಯುವತಿಯರಿಗೆ ESI / PF ಸೌಲಭ್ಯ ಸಂಬಳ + ಟಿಎ 15,000 ದಿಂದ 48,000: [1689, 706, 1997, 732]
- ad-heading: ಅಲ್ಟೇಷನ್ ಕೆಲಸ ಮಾಡಿಕೊಡಲಾಗುವುದು: [70, 678, 305, 703]
- ad-body: MUDA Approved 30x40 Adjacent to KHB Layout, Kenchalagodu, H.D.Kote Road.: [317, 1317, 519, 1366]
- ad-heading: ಬೇಕಾಗಿದ್ದಾರೆ: [1039, 983, 1374, 1008]
- classified-ad: [1381, 1745, 1666, 1841]
- ad-phone: Contact: 8904769265: [780, 1106, 1030, 1128]
- classified-ad: [1671, 1593, 2016, 1740]
- ad-phone: 9886266017 / 7411070266: [313, 800, 522, 823]
- ad-body: ನಂಜನಗೂಡಿನ ಅಡಕನಹಳ್ಳಿ ಇಂಡಸ್ಟ್ರಿಯಲ್ TVS factory ಸಮೀಪದಲ್ಲಿ ಕೆಲಸ ಮಾಡಲು ಸೆಕ್ಯೂರಿಟಿ ಗಾರ್ಡ್ಸ್, ಸೂಪರ್‌ವೈಸರ್ ಬೇಕಾಗಿದ್ದಾರೆ. ವಿದ್ಯಾರ್ಹತೆ SSLC ಮತ್ತು ಮೇಲ್ಪಟ್ಟು ಸಂಬಳ 14,500 + Wo (8 hrs): [82, 1622, 293, 1674]
- ad-heading: ಬೇಕಾಗಿದ್ದಾರೆ: [70, 220, 305, 245]
- ad-heading: ಬೇಕಾಗಿದ್ದಾರೆ: [1382, 983, 1664, 1008]
- ad-phone: 9342123467 9141756695: [530, 952, 772, 975]
- classified-ad: [778, 1287, 1032, 1435]
- ad-heading: ಕಳೆದಿದೆ: [70, 983, 305, 1008]
- ad-body: 2 BHK House, 1st floor, East facing door at Rs. 7.50 Lakhs, 2 kms from Apollo BGS Hospitals, Chikkaharadanahalli, Near Chayadevi Ashrama.: [542, 1012, 761, 1063]
- classified-ad: [1381, 218, 1666, 366]
- ad-phone: 9036321118 7975728353: [313, 342, 522, 365]
- classified-ad: [778, 524, 1032, 672]
- ad-body: ಕಾಶಿ ಪ್ರವಾಸ 6 ದಿನಗಳು 8/12/2021 ವಿಮಾನದಲ್ಲಿ ಕಾಶಿ ಅಯೋಧ್ಯೆ, ಪ್ರಯಾಗ್‌ರಾಜ್, ಗಯಾ, ಬುದ್ಧಗಯಾ, ಸ್ನಿಬ್‌ಗೆ ಹೊರಡುತ್ತದೆ.: [533, 1470, 769, 1495]
- classified-ad: [1381, 829, 1666, 977]
- ad-phone: 7760116548, 7204228508: [1672, 800, 2014, 823]
- ad-phone: 7892007368: [780, 647, 1030, 670]
- ad-phone: 8050345574: [780, 342, 1030, 365]
- ad-heading: ಬೇಕಾಗಿದ್ದಾರೆ: [780, 983, 1030, 1008]
- classified-ad: [312, 676, 523, 824]
- classified-ad: [528, 218, 774, 366]
- ad-body: ವಿಜಯನಗರ ಸುತ್ತಮುತ್ತ ಕೆಲಸ ಮಾಡಲು ಅನುಭವವುಳ್ಳ ಸೆಕ್ಯೂರಿಟಿ ಗಾರ್ಡ್‌ಗಳು ಬೇಕಾಗಿದ್ದಾರೆ.: [538, 249, 765, 280]
- ad-heading: ಬಂಧನ ಮ್ಯಾರೇಜ್ ಬ್ಯೂರೋ: [70, 1747, 305, 1772]
- ad-phone: 9886226672: [1672, 342, 2014, 365]
- ad-phone: 9945230505: [70, 1258, 305, 1281]
- ad-heading: SLJ GOLD: [1672, 983, 2014, 1008]
- page-number: 10: [68, 67, 131, 101]
- ad-body: SMART HAIR FIXING # 376, 9th Cross, Adichunchanagiri Road, Kuvempunagar, Mysuru: [1055, 859, 1358, 891]
- ad-phone: 9342123373: [313, 647, 522, 670]
- ad-phone: Mob.: 9986926101: [1382, 952, 1664, 975]
- ad-body: 31/41 East Ground & First Floor Beautiful Location Kuvempunagar, Genuine buyer only. Contact:: [329, 1622, 506, 1661]
- ad-phone: 7892007368: [1039, 647, 1374, 670]
- classified-ad: [68, 676, 307, 824]
- classified-ad: [1671, 1135, 2016, 1282]
- ad-body: Veg South & North Indian Outdoor Catering for Marriage, Gruhapravesha and other gatherings. Contact:: [539, 706, 762, 745]
- ad-phone: ಮೊ.: 9741806990: [780, 1716, 1030, 1739]
- ad-phone: 9448011040: [70, 1106, 305, 1128]
- classified-ad: [1037, 1287, 1376, 1435]
- classified-ad: [1671, 524, 2016, 672]
- ad-body: 13,000 sq.ft. near Marigudi Temple, Old Bus Stand Road, Chamarajanagar.: [784, 859, 1026, 891]
- classified-ad: [778, 1439, 1032, 1587]
- classified-ad: [1671, 1287, 2016, 1435]
- ad-heading: ತಕ್ಷಣ ಬೇಕಾಗಿದ್ದಾರೆ: [1382, 1289, 1664, 1314]
